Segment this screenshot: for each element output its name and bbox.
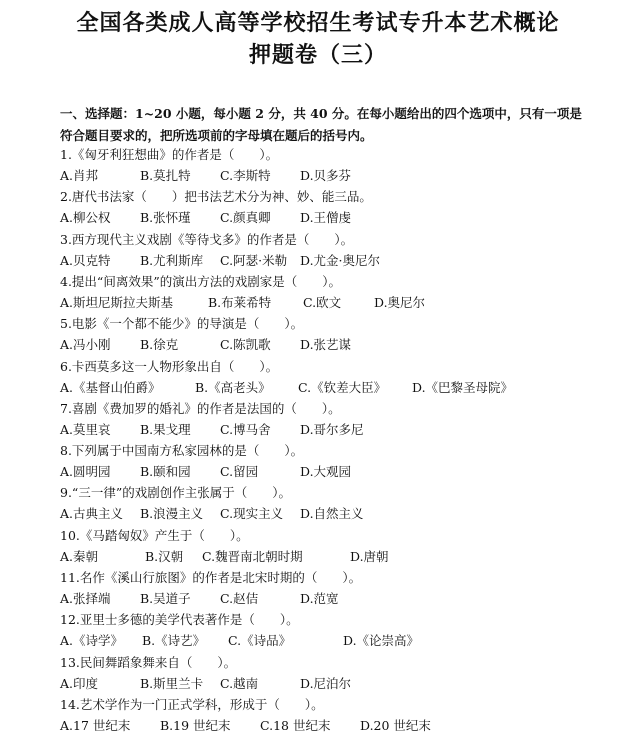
question-10-option-d: D.唐朝 xyxy=(350,548,389,564)
question-8-option-b: B.颐和园 xyxy=(140,464,191,480)
question-1-text: 1.《匈牙利狂想曲》的作者是（ ）。 xyxy=(60,147,279,162)
question-8-option-c: C.留园 xyxy=(220,464,259,480)
question-11-option-c: C.赵佶 xyxy=(220,591,259,606)
question-13-option-c: C.越南 xyxy=(220,675,259,691)
question-11-option-d: D.范宽 xyxy=(300,591,339,606)
question-2-option-a: A.柳公权 xyxy=(60,210,111,226)
question-6-text: 6.卡西莫多这一人物形象出自（ ）。 xyxy=(60,358,279,374)
question-13-option-a: A.印度 xyxy=(60,675,99,691)
question-1-option-a: A.肖邦 xyxy=(60,168,99,183)
question-10-option-a: A.秦朝 xyxy=(60,548,99,564)
question-2-text: 2.唐代书法家（ ）把书法艺术分为神、妙、能三品。 xyxy=(60,189,372,205)
page-subtitle: 押题卷（三） xyxy=(248,43,387,68)
question-12-option-a: A.《诗学》 xyxy=(60,633,124,649)
question-8-option-a: A.圆明园 xyxy=(60,464,111,480)
question-2-option-c: C.颜真卿 xyxy=(220,210,271,226)
question-2-option-d: D.王僧虔 xyxy=(300,210,352,226)
question-4-option-b: B.布莱希特 xyxy=(208,294,272,310)
question-14-option-d: D.20 世纪末 xyxy=(360,717,431,733)
question-7-option-d: D.哥尔多尼 xyxy=(300,421,364,437)
question-6-option-a: A.《基督山伯爵》 xyxy=(60,379,161,395)
question-1-option-b: B.莫扎特 xyxy=(140,168,191,183)
question-5-text: 5.电影《一个都不能少》的导演是（ ）。 xyxy=(60,316,304,332)
question-6-option-c: C.《钦差大臣》 xyxy=(298,379,387,395)
question-4-option-a: A.斯坦尼斯拉夫斯基 xyxy=(60,294,174,310)
question-14-option-a: A.17 世纪末 xyxy=(60,717,131,733)
question-12-option-d: D.《论崇高》 xyxy=(343,633,420,649)
section-heading: 一、选择题：1~20 小题，每小题 2 分，共 40 分。在每小题给出的四个选项中，只有一项是 xyxy=(60,106,582,121)
question-8-option-d: D.大观园 xyxy=(300,464,352,480)
question-12-text: 12.亚里士多德的美学代表著作是（ ）。 xyxy=(60,612,299,628)
question-14-option-c: C.18 世纪末 xyxy=(260,717,331,733)
question-12-option-b: B.《诗艺》 xyxy=(142,633,206,649)
question-9-option-a: A.古典主义 xyxy=(60,506,124,522)
question-11-option-a: A.张择端 xyxy=(60,591,111,606)
question-10-option-c: C.魏晋南北朝时期 xyxy=(202,548,303,564)
question-10-option-b: B.汉朝 xyxy=(145,548,184,564)
question-3-option-a: A.贝克特 xyxy=(60,252,111,268)
question-8-text: 8.下列属于中国南方私家园林的是（ ）。 xyxy=(60,443,304,459)
question-13-option-b: B.斯里兰卡 xyxy=(140,675,204,691)
question-14-text: 14.艺术学作为一门正式学科，形成于（ ）。 xyxy=(60,696,324,712)
question-1-option-d: D.贝多芬 xyxy=(300,168,352,183)
question-7-option-a: A.莫里哀 xyxy=(60,421,111,437)
question-1-option-c: C.李斯特 xyxy=(220,168,271,183)
question-3-option-d: D.尤金·奥尼尔 xyxy=(300,252,381,268)
question-10-text: 10.《马踏匈奴》产生于（ ）。 xyxy=(60,527,249,543)
question-13-option-d: D.尼泊尔 xyxy=(300,675,352,691)
question-7-option-b: B.果戈理 xyxy=(140,421,191,437)
section-heading-continued: 符合题目要求的，把所选项前的字母填在题后的括号内。 xyxy=(60,128,373,143)
question-11-text: 11.名作《溪山行旅图》的作者是北宋时期的（ ）。 xyxy=(60,570,362,585)
question-5-option-d: D.张艺谋 xyxy=(300,337,352,353)
question-9-option-d: D.自然主义 xyxy=(300,506,364,522)
question-9-option-b: B.浪漫主义 xyxy=(140,506,204,522)
question-5-option-c: C.陈凯歌 xyxy=(220,337,271,353)
question-4-option-c: C.欧文 xyxy=(303,294,342,310)
question-2-option-b: B.张怀瑾 xyxy=(140,210,191,226)
question-6-option-b: B.《高老头》 xyxy=(195,379,271,395)
question-12-option-c: C.《诗品》 xyxy=(228,633,292,649)
question-3-option-b: B.尤利斯库 xyxy=(140,252,204,268)
question-3-option-c: C.阿瑟·米勒 xyxy=(220,252,288,268)
question-5-option-a: A.冯小刚 xyxy=(60,337,111,353)
question-9-option-c: C.现实主义 xyxy=(220,506,284,522)
question-6-option-d: D.《巴黎圣母院》 xyxy=(412,379,514,395)
question-5-option-b: B.徐克 xyxy=(140,337,179,353)
question-7-option-c: C.博马舍 xyxy=(220,421,271,437)
question-4-option-d: D.奥尼尔 xyxy=(374,294,426,310)
question-4-text: 4.提出“间离效果”的演出方法的戏剧家是（ ）。 xyxy=(60,273,341,289)
question-14-option-b: B.19 世纪末 xyxy=(160,717,231,733)
question-3-text: 3.西方现代主义戏剧《等待戈多》的作者是（ ）。 xyxy=(60,231,354,247)
question-9-text: 9.“三一律”的戏剧创作主张属于（ ）。 xyxy=(60,485,291,501)
question-13-text: 13.民间舞蹈象舞来自（ ）。 xyxy=(60,654,237,670)
question-11-option-b: B.吴道子 xyxy=(140,591,191,606)
page-title: 全国各类成人高等学校招生考试专升本艺术概论 xyxy=(76,11,560,36)
question-7-text: 7.喜剧《费加罗的婚礼》的作者是法国的（ ）。 xyxy=(60,400,341,416)
